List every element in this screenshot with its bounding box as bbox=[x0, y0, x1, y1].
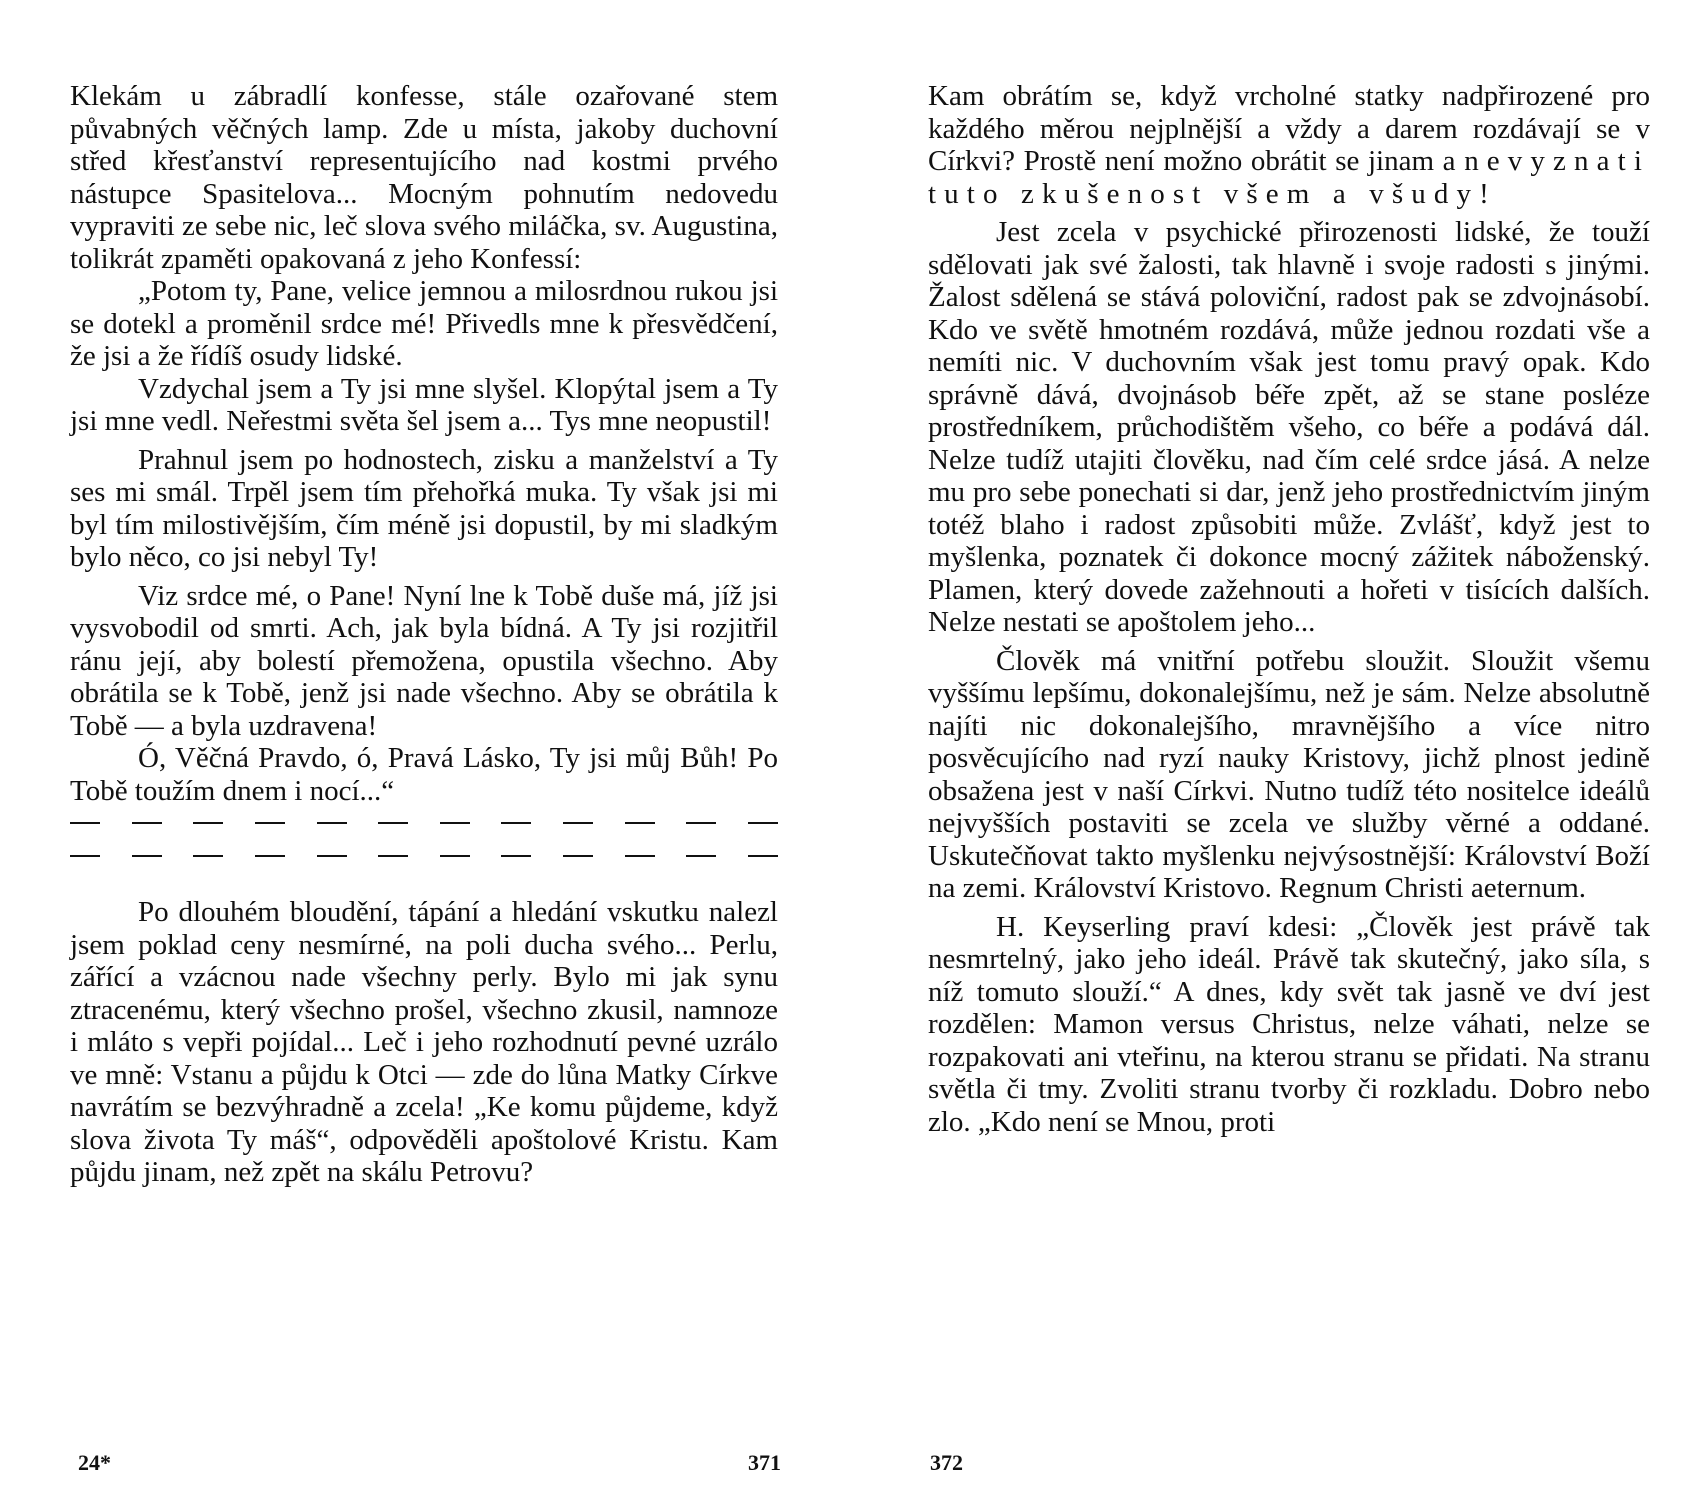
page-number: 371 bbox=[748, 1450, 781, 1475]
paragraph: Vzdychal jsem a Ty jsi mne slyšel. Klopýtal jsem a Ty jsi mne vedl. Neřestmi světa šel jsem a... Tys mne neopustil! bbox=[70, 372, 778, 437]
right-text-column bbox=[928, 80, 1650, 1138]
page-number: 372 bbox=[930, 1450, 963, 1475]
paragraph-text: Kam obrátím se, když vrcholné statky nadpřirozené pro každého měrou nejplnější a vždy a darem rozdávají se v Církvi? Prostě není možno obrátit se jinam a bbox=[928, 80, 1650, 177]
paragraph: „Potom ty, Pane, velice jemnou a milosrdnou rukou jsi se dotekl a proměnil srdce mé! Přivedls mne k přesvědčení, že jsi a že řídíš osudy lidské. bbox=[70, 275, 778, 372]
paragraph bbox=[928, 80, 1650, 210]
right-page bbox=[846, 0, 1692, 1500]
paragraph: Jest zcela v psychické přirozenosti lidské, že touží sdělovati jak své žalosti, tak hlavně i svoje radosti s jinými. Žalost sdělená se stává poloviční, radost pak se zdvojnásobí. Kdo ve světě hmotném rozdává, může jednou rozdati vše a nemíti nic. V duchovním však jest tomu pravý opak. Kdo správně dává, dvojnásob béře zpět, až se stane posléze prostředníkem, průchodištěm všeho, co béře a podává dál. Nelze tudíž utajiti člověku, nad čím celé srdce jásá. A nelze mu pro sebe ponechati si dar, jenž jeho prostřednictvím jiným totéž blaho i radost způsobiti může. Zvlášť, když jest to myšlenka, poznatek či dokonce mocný zážitek náboženský. Plamen, který dovede zažehnouti a hořeti v tisících dalších. Nelze nestati se apoštolem jeho... bbox=[928, 216, 1650, 638]
paragraph: Ó, Věčná Pravdo, ó, Pravá Lásko, Ty jsi můj Bůh! Po Tobě toužím dnem i nocí...“ bbox=[70, 742, 778, 807]
dash-separator bbox=[70, 807, 778, 840]
dash-separator bbox=[70, 840, 778, 873]
paragraph: Viz srdce mé, o Pane! Nyní lne k Tobě duše má, jíž jsi vysvobodil od smrti. Ach, jak byla bídná. A Ty jsi rozjitřil ránu její, aby bolestí přemožena, opustila všechno. Aby obrátila se k Tobě, jenž jsi nade všechno. Aby se obrátila k Tobě — a byla uzdravena! bbox=[70, 579, 778, 742]
left-text-column bbox=[70, 80, 778, 1189]
paragraph: Prahnul jsem po hodnostech, zisku a manželství a Ty ses mi smál. Trpěl jsem tím přehořká muka. Ty však jsi mi byl tím milostivějším, čím méně jsi dopustil, by mi sladkým bylo něco, co jsi nebyl Ty! bbox=[70, 443, 778, 573]
paragraph: H. Keyserling praví kdesi: „Člověk jest právě tak nesmrtelný, jako jeho ideál. Právě tak skutečný, jako síla, s níž tomuto slouží.“ A dnes, kdy svět tak jasně ve dví jest rozdělen: Mamon versus Christus, nelze váhati, nelze se rozpakovati ani vteřinu, na kterou stranu se přidati. Na stranu světla či tmy. Zvoliti stranu tvorby či rozkladu. Dobro nebo zlo. „Kdo není se Mnou, proti bbox=[928, 910, 1650, 1138]
paragraph: Člověk má vnitřní potřebu sloužit. Sloužit všemu vyššímu lepšímu, dokonalejšímu, než je sám. Nelze absolutně najíti nic dokonalejšího, mravnějšího a více nitro posvěcujícího nad ryzí nauky Kristovy, jichž plnost jedině obsažena jest v naší Církvi. Nutno tudíž této nositelce ideálů nejvyšších postaviti se zcela ve služby věrné a oddané. Uskutečňovat takto myšlenku nejvýsostnější: Království Boží na zemi. Království Kristovo. Regnum Christi aeternum. bbox=[928, 644, 1650, 904]
paragraph: Klekám u zábradlí konfesse, stále ozařované stem půvabných věčných lamp. Zde u místa, jakoby duchovní střed křesťanství representujícího nad kostmi prvého nástupce Spasitelova... Mocným pohnutím nedovedu vypraviti ze sebe nic, leč slova svého miláčka, sv. Augustina, tolikrát zpaměti opakovaná z jeho Konfessí: bbox=[70, 80, 778, 275]
paragraph-end: ! bbox=[1479, 177, 1489, 210]
spaced-emphasis: nevyznati tuto zkušenost všem a všudy bbox=[928, 145, 1650, 210]
signature-mark: 24* bbox=[78, 1450, 111, 1475]
paragraph: Po dlouhém bloudění, tápání a hledání vskutku nalezl jsem poklad ceny nesmírné, na poli ducha svého... Perlu, zářící a vzácnou nade všechny perly. Bylo mi jak synu ztracenému, který všechno prošel, všechno zkusil, namnoze i mláto s vepři pojídal... Leč i jeho rozhodnutí pevné uzrálo ve mně: Vstanu a půjdu k Otci — zde do lůna Matky Církve navrátím se bezvýhradně a zcela! „Ke komu půjdeme, když slova života Ty máš“, odpověděli apoštolové Kristu. Kam půjdu jinam, než zpět na skálu Petrovu? bbox=[70, 896, 778, 1188]
